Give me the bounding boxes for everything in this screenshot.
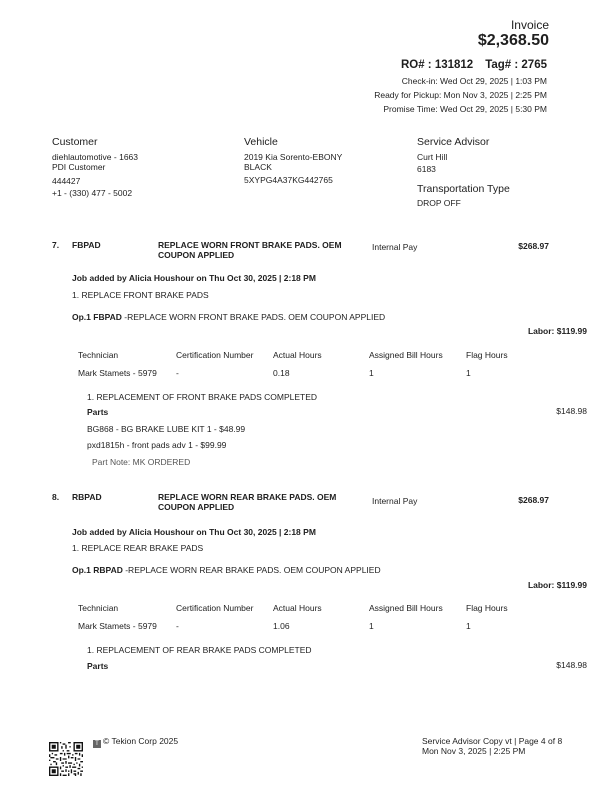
parts-label: Parts: [87, 407, 109, 417]
ro-tag-line: [401, 59, 547, 71]
job-amount: $268.97: [518, 241, 549, 251]
job-added-by: Job added by Alicia Houshour on Thu Oct 30, 2025 | 2:18 PM: [72, 527, 316, 537]
qr-code-icon: [49, 742, 83, 776]
job-concern: 1. REPLACE REAR BRAKE PADS: [72, 543, 204, 553]
footer-copyright: T © Tekion Corp 2025: [93, 736, 178, 748]
customer-name: diehlautomotive - 1663: [52, 152, 139, 162]
tech-cell-certification: -: [176, 621, 179, 631]
op-code: Op.1 FBPAD: [72, 312, 122, 322]
parts-total: $148.98: [556, 406, 587, 416]
job-description-line2: COUPON APPLIED: [158, 502, 235, 512]
invoice-total: $2,368.50: [477, 32, 549, 49]
job-operation: [72, 565, 381, 575]
job-concern: 1. REPLACE FRONT BRAKE PADS: [72, 290, 209, 300]
job-operation: [72, 312, 385, 322]
footer-copy-info: Service Advisor Copy vt | Page 4 of 8: [422, 736, 563, 746]
job-description-line1: REPLACE WORN REAR BRAKE PADS. OEM: [158, 492, 337, 502]
tech-header-flag-hours: Flag Hours: [466, 350, 508, 360]
job-amount: $268.97: [518, 495, 549, 505]
tech-header-technician: Technician: [78, 603, 119, 613]
ready-for-pickup-time: Ready for Pickup: Mon Nov 3, 2025 | 2:25 PM: [374, 90, 547, 100]
tech-header-technician: Technician: [78, 350, 119, 360]
check-in-time: Check-in: Wed Oct 29, 2025 | 1:03 PM: [401, 76, 547, 86]
advisor-name: Curt Hill: [417, 152, 448, 162]
job-added-by: Job added by Alicia Houshour on Thu Oct 30, 2025 | 2:18 PM: [72, 273, 316, 283]
customer-phone: +1 - (330) 477 - 5002: [52, 188, 133, 198]
op-code: Op.1 RBPAD: [72, 565, 123, 575]
customer-id: 444427: [52, 176, 81, 186]
vehicle-description: 2019 Kia Sorento-EBONY: [244, 152, 343, 162]
tech-cell-bill-hours: 1: [369, 368, 374, 378]
tech-cell-certification: -: [176, 368, 179, 378]
footer-printed-time: Mon Nov 3, 2025 | 2:25 PM: [422, 746, 526, 756]
parts-label: Parts: [87, 661, 109, 671]
part-item: BG868 - BG BRAKE LUBE KIT 1 - $48.99: [87, 424, 246, 434]
tech-cell-bill-hours: 1: [369, 621, 374, 631]
ro-number: RO# : 131812: [400, 59, 474, 71]
parts-total: $148.98: [556, 660, 587, 670]
tech-header-bill-hours: Assigned Bill Hours: [369, 350, 443, 360]
tech-header-flag-hours: Flag Hours: [466, 603, 508, 613]
tech-header-certification: Certification Number: [176, 603, 254, 613]
job-description-line2: COUPON APPLIED: [158, 250, 235, 260]
tech-header-actual-hours: Actual Hours: [273, 603, 322, 613]
customer-heading: Customer: [52, 136, 98, 148]
job-labor: Labor: $119.99: [527, 580, 587, 590]
part-item: pxd1815h - front pads adv 1 - $99.99: [87, 440, 227, 450]
job-number: 7.: [52, 240, 60, 250]
tech-cell-actual-hours: 1.06: [273, 621, 290, 631]
job-code: RBPAD: [72, 492, 102, 502]
tekion-logo-icon: T: [93, 740, 101, 748]
job-number: 8.: [52, 492, 60, 502]
job-pay-type: Internal Pay: [372, 496, 418, 506]
tech-cell-flag-hours: 1: [466, 621, 471, 631]
advisor-id: 6183: [417, 164, 436, 174]
transport-heading: Transportation Type: [417, 183, 510, 195]
invoice-label: Invoice: [510, 18, 549, 32]
tech-cell-actual-hours: 0.18: [273, 368, 290, 378]
vehicle-vin: 5XYPG4A37KG442765: [244, 175, 333, 185]
tag-number: Tag# : 2765: [485, 59, 547, 71]
tech-header-bill-hours: Assigned Bill Hours: [369, 603, 443, 613]
tech-cell-technician: Mark Stamets - 5979: [78, 368, 157, 378]
job-correction: 1. REPLACEMENT OF FRONT BRAKE PADS COMPLETED: [87, 392, 318, 402]
tech-header-certification: Certification Number: [176, 350, 254, 360]
job-labor: Labor: $119.99: [527, 326, 587, 336]
promise-time: Promise Time: Wed Oct 29, 2025 | 5:30 PM: [383, 104, 547, 114]
job-code: FBPAD: [72, 240, 101, 250]
op-description: -REPLACE WORN REAR BRAKE PADS. OEM COUPON APPLIED: [122, 565, 381, 575]
transport-value: DROP OFF: [417, 198, 461, 208]
job-pay-type: Internal Pay: [372, 242, 418, 252]
job-correction: 1. REPLACEMENT OF REAR BRAKE PADS COMPLETED: [87, 645, 312, 655]
vehicle-heading: Vehicle: [244, 136, 278, 148]
customer-type: PDI Customer: [52, 162, 106, 172]
tech-cell-flag-hours: 1: [466, 368, 471, 378]
job-description-line1: REPLACE WORN FRONT BRAKE PADS. OEM: [158, 240, 342, 250]
op-description: -REPLACE WORN FRONT BRAKE PADS. OEM COUPON APPLIED: [121, 312, 386, 322]
part-note: Part Note: MK ORDERED: [92, 457, 191, 467]
tech-header-actual-hours: Actual Hours: [273, 350, 322, 360]
vehicle-color: BLACK: [244, 162, 272, 172]
tech-cell-technician: Mark Stamets - 5979: [78, 621, 157, 631]
advisor-heading: Service Advisor: [417, 136, 490, 148]
